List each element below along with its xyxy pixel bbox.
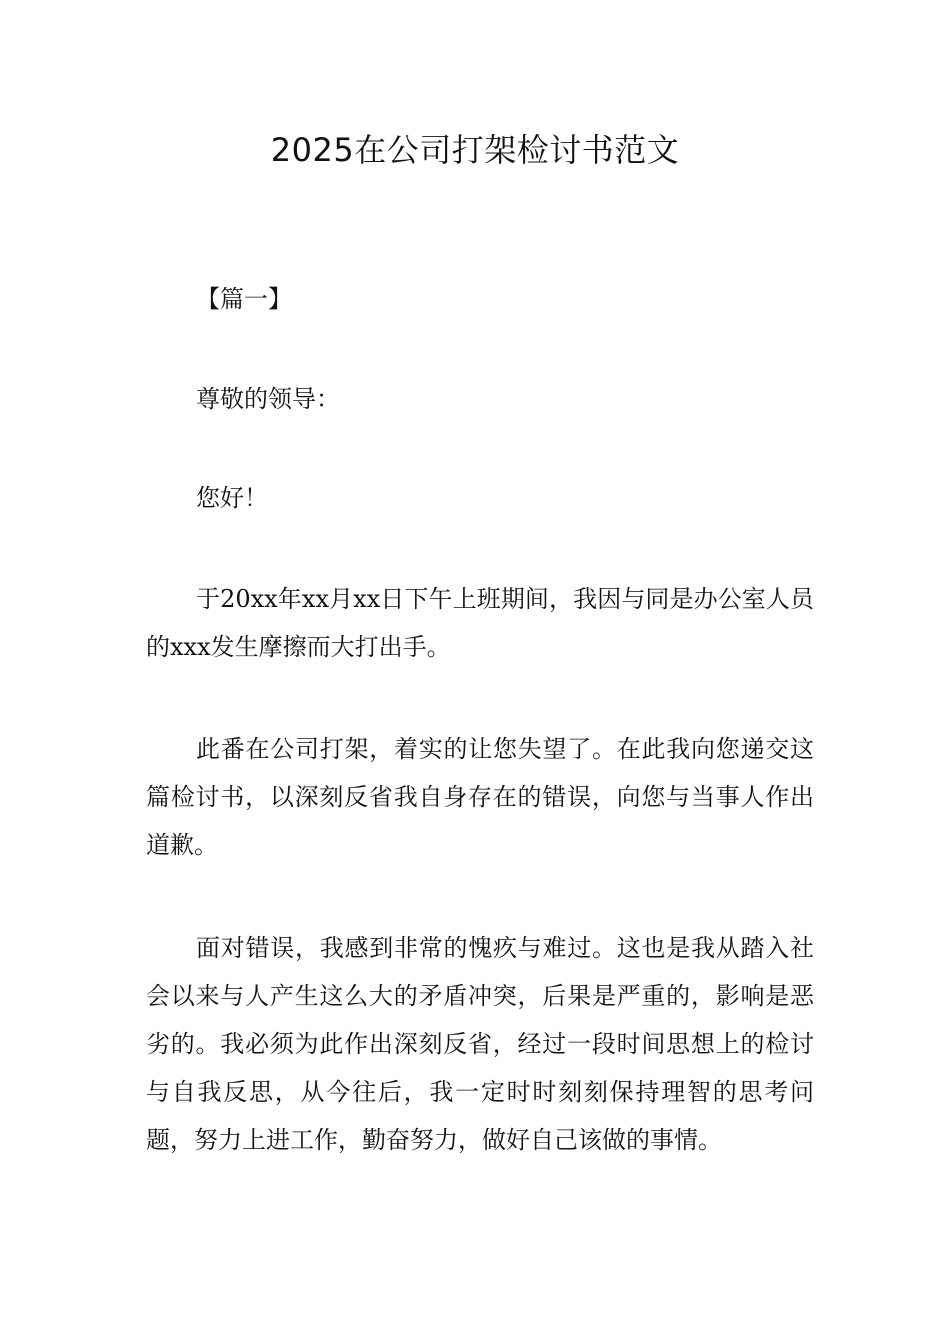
section-heading: 【篇一】 — [196, 285, 292, 313]
paragraph-1: 于20xx年xx月xx日下午上班期间，我因与同是办公室人员的xxx发生摩擦而大打出手。 — [146, 585, 814, 661]
greeting: 您好！ — [196, 484, 268, 512]
document-title: 2025在公司打架检讨书范文 — [270, 131, 680, 169]
paragraph-3: 面对错误，我感到非常的愧疚与难过。这也是我从踏入社会以来与人产生这么大的矛盾冲突，后果是严重的，影响是恶劣的。我必须为此作出深刻反省，经过一段时间思想上的检讨与自我反思，从今往后，我一定时时刻刻保持理智的思考问题，努力上进工作，勤奋努力，做好自己该做的事情。 — [146, 934, 814, 1154]
paragraph-2: 此番在公司打架，着实的让您失望了。在此我向您递交这篇检讨书，以深刻反省我自身存在的错误，向您与当事人作出道歉。 — [146, 735, 814, 859]
salutation: 尊敬的领导： — [196, 385, 340, 413]
